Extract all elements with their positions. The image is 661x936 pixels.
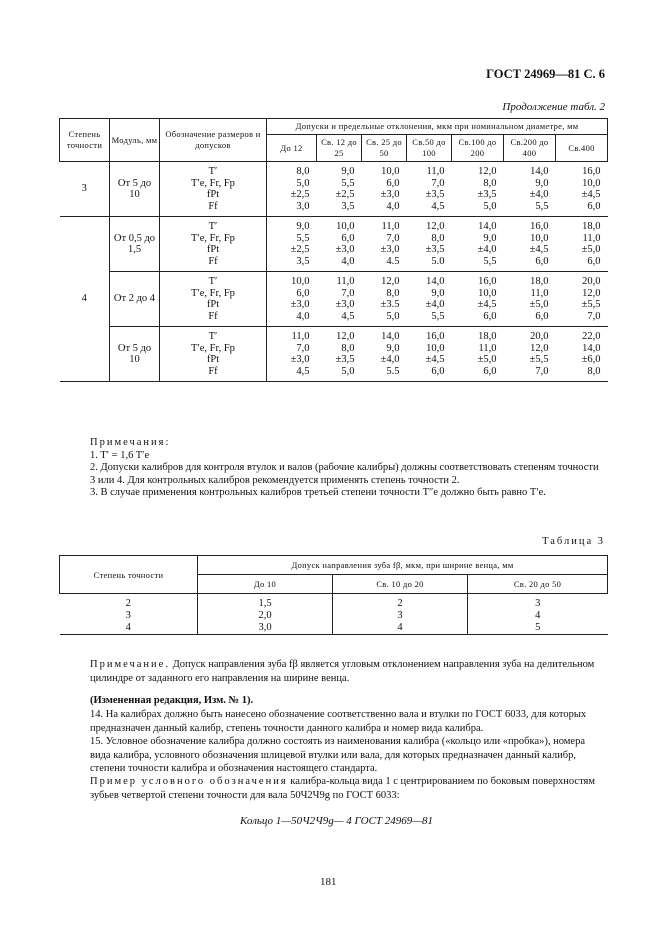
value-cell: [317, 327, 362, 382]
value-cell: 3: [468, 594, 608, 611]
value-cell: [504, 327, 556, 382]
table-row: [60, 217, 608, 272]
table3-note: [90, 658, 606, 685]
paragraph-14: 14. На калибрах должно быть нанесено обозначение соответственно вала и втулки по ГОСТ 6033, для которых предназначен данный калибр, степень точности данного калибра и номер вида калибра.: [90, 709, 587, 734]
module-cell: От 5 до 10: [110, 327, 160, 382]
value: 8,0: [431, 232, 445, 244]
value-cell: [556, 162, 608, 217]
value: 20,0: [530, 331, 549, 342]
value-cell: [407, 327, 452, 382]
note-3: 3. В случае применения контрольных калибров третьей степени точности T″e должно быть равно T′e.: [90, 487, 546, 498]
value: 8,0: [483, 177, 497, 189]
value: 5,5: [341, 177, 355, 189]
value: 4.5: [386, 255, 400, 267]
value: 14,0: [530, 166, 549, 177]
value: 16,0: [426, 331, 445, 342]
value: 10,0: [291, 276, 310, 287]
value: 10,0: [582, 177, 601, 189]
value: 8,0: [296, 166, 310, 177]
value: 6,0: [483, 310, 497, 322]
value: 12,0: [336, 331, 355, 342]
symbol-label: T′e, Fr, Fp: [191, 287, 235, 299]
symbol-label: T′e, Fr, Fp: [191, 177, 235, 189]
value-cell: 4: [333, 622, 468, 635]
value-cell: [267, 162, 317, 217]
value: 5,0: [341, 365, 355, 377]
value: 5,5: [431, 310, 445, 322]
value: 5,0: [483, 200, 497, 212]
value-cell: 2: [125, 598, 131, 609]
value-cell: [267, 327, 317, 382]
value-cell: [504, 217, 556, 272]
value: 11,0: [336, 276, 355, 287]
symbol-label: T′e, Fr, Fp: [191, 232, 235, 244]
value: ±6,0: [581, 354, 601, 365]
value: 6,0: [535, 255, 549, 267]
symbol-label: Ff: [208, 310, 218, 322]
tolerance-table: [59, 118, 608, 382]
value: 8,0: [341, 342, 355, 354]
value-cell: 3: [333, 610, 468, 622]
value: 7,0: [587, 310, 601, 322]
value: ±4,5: [581, 189, 601, 200]
value: 14,0: [381, 331, 400, 342]
value: 4,5: [341, 310, 355, 322]
value-cell: 4: [125, 622, 131, 633]
value: 5,5: [535, 200, 549, 212]
t3-body: [60, 594, 608, 635]
symbol-label: T′: [208, 276, 218, 287]
value: 18,0: [582, 221, 601, 232]
value-cell: [452, 217, 504, 272]
symbol-label: T′: [208, 221, 218, 232]
col-header: Св.200 до 400: [504, 135, 556, 162]
value: 7,0: [296, 342, 310, 354]
value: 5,0: [296, 177, 310, 189]
value-cell: [407, 272, 452, 327]
value: 10,0: [426, 342, 445, 354]
value-cell: [317, 217, 362, 272]
value: 6,0: [431, 365, 445, 377]
table-row: [60, 272, 608, 327]
value: ±3,0: [380, 189, 400, 200]
value: 20,0: [582, 276, 601, 287]
page-number: 181: [320, 876, 337, 888]
value-cell: [362, 217, 407, 272]
value-cell: [267, 272, 317, 327]
table-row: [60, 327, 608, 382]
module-cell: От 0,5 до 1,5: [110, 217, 160, 272]
value: ±5,0: [581, 244, 601, 255]
value: ±3,0: [290, 299, 310, 310]
value: ±4,0: [477, 244, 497, 255]
header-module: Модуль, мм: [110, 119, 160, 162]
symbol-label: fPt: [206, 299, 220, 310]
value: 18,0: [530, 276, 549, 287]
value: 4,0: [341, 255, 355, 267]
symbol-label: Ff: [208, 200, 218, 212]
value: 6,0: [535, 310, 549, 322]
value-cell: [556, 217, 608, 272]
symbol-label: fPt: [206, 354, 220, 365]
page-header: ГОСТ 24969—81 С. 6: [486, 67, 605, 81]
value-cell: [452, 162, 504, 217]
direction-tolerance-table: [59, 555, 608, 635]
col-header: До 12: [267, 135, 317, 162]
value-cell: [317, 272, 362, 327]
table-row: [60, 594, 608, 611]
value-cell: [362, 327, 407, 382]
value: 7,0: [341, 287, 355, 299]
value: 4,5: [296, 365, 310, 377]
value-cell: 5: [468, 622, 608, 635]
value: ±3,5: [335, 354, 355, 365]
table-continuation-label: Продолжение табл. 2: [502, 101, 605, 113]
value: ±5,0: [529, 299, 549, 310]
value: ±3,5: [477, 189, 497, 200]
value: 18,0: [478, 331, 497, 342]
value: 9,0: [341, 166, 355, 177]
value: ±3,0: [335, 244, 355, 255]
value: 9,0: [535, 177, 549, 189]
table-row: [60, 610, 608, 622]
value: 22,0: [582, 331, 601, 342]
value: ±4,5: [529, 244, 549, 255]
t3-header-degree: Степень точности: [60, 556, 198, 594]
value-cell: [362, 272, 407, 327]
example-label: Пример условного обозначения: [90, 776, 288, 787]
value: 3,5: [341, 200, 355, 212]
value: 16,0: [582, 166, 601, 177]
value: 7,0: [431, 177, 445, 189]
table3-caption: Таблица 3: [542, 536, 605, 547]
value-cell: [452, 327, 504, 382]
value-cell: [407, 162, 452, 217]
value-cell: [407, 217, 452, 272]
value-cell: 3,0: [198, 622, 333, 635]
module-cell: От 2 до 4: [110, 272, 160, 327]
value: 12,0: [381, 276, 400, 287]
value: ±2,5: [290, 189, 310, 200]
value-cell: [267, 217, 317, 272]
value: ±4,0: [380, 354, 400, 365]
col-header: Св. 12 до 25: [317, 135, 362, 162]
value: 12,0: [426, 221, 445, 232]
value: 3,0: [296, 200, 310, 212]
table3-note-text: Допуск направления зуба fβ является угловым отклонением направления зуба на делительном цилиндре от заданного его направления на ширине венца.: [90, 659, 595, 684]
col-header: Св.400: [556, 135, 608, 162]
table-row: [60, 622, 608, 635]
value-cell: 4: [468, 610, 608, 622]
value: 14,0: [478, 221, 497, 232]
symbol-cell: [160, 162, 267, 217]
col-header: Св. 25 до 50: [362, 135, 407, 162]
t3-col-header: Св. 10 до 20: [333, 575, 468, 594]
col-header: Св.100 до 200: [452, 135, 504, 162]
value: ±2,5: [335, 189, 355, 200]
value: ±3,0: [380, 244, 400, 255]
value: ±3,0: [335, 299, 355, 310]
value-cell: [504, 272, 556, 327]
value-cell: 2: [333, 594, 468, 611]
example-text: калибра-кольца вида 1 с центрированием по боковым поверхностям зубьев четвертой степени точности для вала 50Ч2Ч9g по ГОСТ 6033:: [90, 776, 596, 801]
value: ±3,5: [425, 244, 445, 255]
value: 8,0: [386, 287, 400, 299]
value: 11,0: [291, 331, 310, 342]
value: 5,0: [386, 310, 400, 322]
value: 10,0: [530, 232, 549, 244]
t3-col-header: Св. 20 до 50: [468, 575, 608, 594]
symbol-cell: [160, 272, 267, 327]
edit-note: (Измененная редакция, Изм. № 1).: [90, 695, 254, 706]
value: 5.0: [431, 255, 445, 267]
value-cell: [362, 162, 407, 217]
value: 6,0: [296, 287, 310, 299]
value-cell: [556, 272, 608, 327]
value: 12,0: [530, 342, 549, 354]
table-row: [60, 162, 608, 217]
notes-title: Примечания:: [90, 437, 171, 448]
value: 6,0: [587, 255, 601, 267]
example-designation: Кольцо 1—50Ч2Ч9g— 4 ГОСТ 24969—81: [240, 815, 434, 827]
value: ±5,0: [477, 354, 497, 365]
value: 16,0: [478, 276, 497, 287]
value: ±3,0: [290, 354, 310, 365]
value: 5,5: [296, 232, 310, 244]
value: ±2,5: [290, 244, 310, 255]
value: 11,0: [426, 166, 445, 177]
value: 3,5: [296, 255, 310, 267]
notes-block: [90, 437, 606, 500]
value: ±5,5: [581, 299, 601, 310]
symbol-label: T′e, Fr, Fp: [191, 342, 235, 354]
value: 9,0: [431, 287, 445, 299]
value: 10,0: [478, 287, 497, 299]
value: 8,0: [587, 365, 601, 377]
value: ±3.5: [380, 299, 400, 310]
paragraph-15: 15. Условное обозначение калибра должно состоять из наименования калибра («кольцо или «пробка»), номера вида калибра, условного обозначения шлицевой втулки или вала, для которых предназначен данный калибр, степени точности калибра и обозначения настоящего стандарта.: [90, 736, 585, 774]
symbol-cell: [160, 217, 267, 272]
symbol-label: T′: [208, 166, 218, 177]
value: 7,0: [535, 365, 549, 377]
value-cell: [317, 162, 362, 217]
value: 12,0: [478, 166, 497, 177]
value: 16,0: [530, 221, 549, 232]
degree-cell: 3: [60, 162, 110, 217]
value: 6,0: [341, 232, 355, 244]
symbol-cell: [160, 327, 267, 382]
note-1: 1. T′ = 1,6 T′e: [90, 449, 150, 461]
value: 11,0: [582, 232, 601, 244]
value: 12,0: [582, 287, 601, 299]
symbol-label: Ff: [208, 365, 218, 377]
value-cell: 3: [125, 610, 131, 621]
value: 14,0: [582, 342, 601, 354]
symbol-label: Ff: [208, 255, 218, 267]
value-cell: [556, 327, 608, 382]
value: 7,0: [386, 232, 400, 244]
note-2: 2. Допуски калибров для контроля втулок и валов (рабочие калибры) должны соответствовать степеням точности 3 или 4. Для контрольных калибров рекомендуется применять степень точности 2.: [90, 462, 599, 486]
header-designation: Обозначение размеров и допусков: [160, 119, 267, 162]
value: 11,0: [530, 287, 549, 299]
value: 9,0: [483, 232, 497, 244]
value: 4,5: [431, 200, 445, 212]
t3-col-header: До 10: [198, 575, 333, 594]
degree-cell: 4: [60, 217, 110, 382]
value: 5.5: [386, 365, 400, 377]
value: 11,0: [381, 221, 400, 232]
value: 9,0: [386, 342, 400, 354]
symbol-label: fPt: [206, 244, 220, 255]
value: 9,0: [296, 221, 310, 232]
value: 11,0: [478, 342, 497, 354]
value: 14,0: [426, 276, 445, 287]
value: 6,0: [483, 365, 497, 377]
value: 4,0: [386, 200, 400, 212]
tolerance-table-body: [60, 162, 608, 382]
header-degree: Степень точности: [60, 119, 110, 162]
value: 5,5: [483, 255, 497, 267]
header-tolerances: Допуски и предельные отклонения, мкм при номинальном диаметре, мм: [267, 119, 608, 135]
value: ±4,0: [529, 189, 549, 200]
value-cell: 1,5: [198, 594, 333, 611]
value: ±4,5: [425, 354, 445, 365]
symbol-label: fPt: [206, 189, 220, 200]
value-cell: 2,0: [198, 610, 333, 622]
symbol-label: T′: [208, 331, 218, 342]
value: 10,0: [381, 166, 400, 177]
value: 6,0: [386, 177, 400, 189]
example-paragraph: [90, 775, 606, 802]
module-cell: От 5 до 10: [110, 162, 160, 217]
table3-note-label: Примечание.: [90, 659, 170, 670]
value: 10,0: [336, 221, 355, 232]
value: ±4,5: [477, 299, 497, 310]
t3-header-tolerance: Допуск направления зуба fβ, мкм, при ширине венца, мм: [198, 556, 608, 575]
value: ±5,5: [529, 354, 549, 365]
value-cell: [504, 162, 556, 217]
value: 4,0: [296, 310, 310, 322]
value: 6,0: [587, 200, 601, 212]
value: ±4,0: [425, 299, 445, 310]
col-header: Св.50 до 100: [407, 135, 452, 162]
value: ±3,5: [425, 189, 445, 200]
value-cell: [452, 272, 504, 327]
